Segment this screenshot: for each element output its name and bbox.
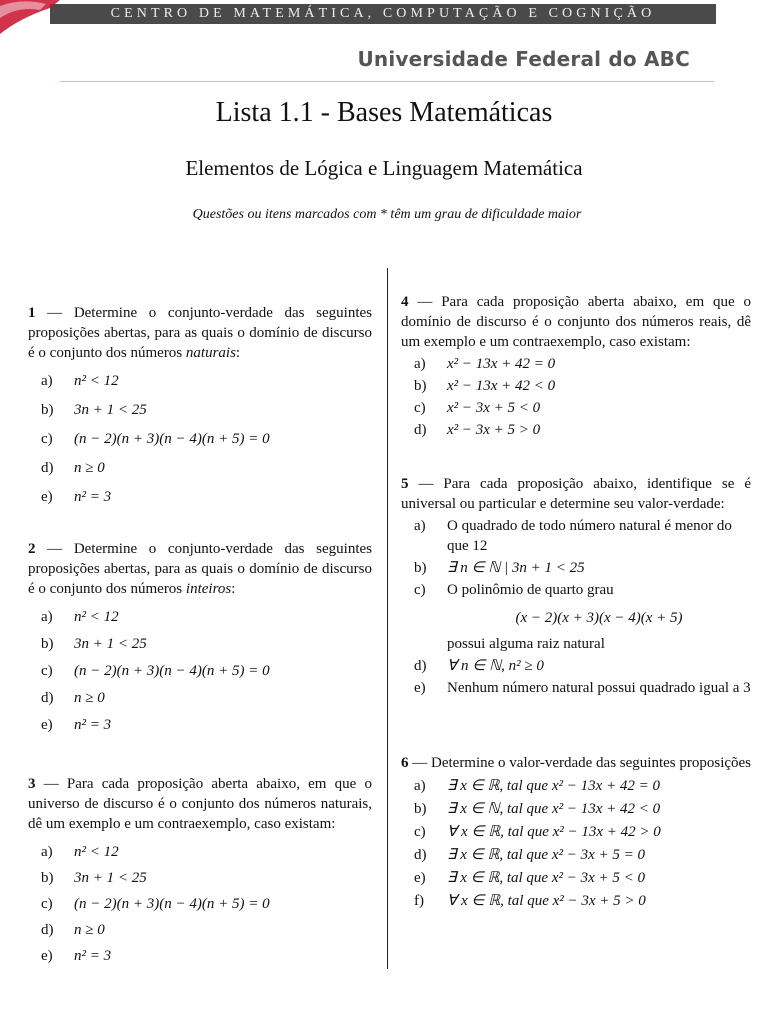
question-3-items [28,842,372,966]
question-number: 2 [28,541,36,557]
item-label: d) [414,422,427,438]
item-expression: n² < 12 [74,373,119,389]
institute-band: CENTRO DE MATEMÁTICA, COMPUTAÇÃO E COGNIÇÃO [50,4,716,24]
item-label: b) [414,801,427,817]
item-label: a) [41,844,53,860]
question-6-items [401,776,751,911]
item-label: c) [414,400,426,416]
question-2-items [28,607,372,735]
list-item [401,845,751,865]
item-expression: x² − 13x + 42 = 0 [447,356,556,372]
question-number: 3 [28,776,36,792]
list-item [28,607,372,627]
question-4-items [401,354,751,440]
question-number: 4 [401,294,409,310]
item-label: c) [41,431,53,447]
item-label: c) [41,896,53,912]
list-item [401,420,751,440]
list-item [28,458,372,478]
list-item [401,398,751,418]
item-label: b) [41,636,54,652]
item-expression: (n − 2)(n + 3)(n − 4)(n + 5) = 0 [74,663,270,679]
top-banner [0,0,768,28]
item-label: d) [414,847,427,863]
list-item [401,891,751,911]
item-label: a) [41,609,53,625]
list-item [401,776,751,796]
item-label: d) [41,690,54,706]
item-label: d) [41,922,54,938]
item-expression: x² − 3x + 5 > 0 [447,422,541,438]
item-expression: n² = 3 [74,948,112,964]
item-expression: ∀ x ∈ ℝ, tal que x² − 13x + 42 > 0 [447,824,661,840]
list-item: d) ∀ n ∈ ℕ, n² ≥ 0 [414,658,544,674]
item-expression: 3n + 1 < 25 [74,636,147,652]
item-expression: ∃ x ∈ ℕ, tal que x² − 13x + 42 < 0 [447,801,661,817]
list-item [401,354,751,374]
list-item: e) Nenhum número natural possui quadrado igual a 3 [414,680,751,696]
question-5-items [401,516,751,698]
item-expression: n ≥ 0 [74,922,105,938]
item-label: c) [414,824,426,840]
list-item: a) O quadrado de todo número natural é menor do que 12 [414,518,732,554]
list-item [28,487,372,507]
question-2-statement: 2 — Determine o conjunto-verdade das seguintes proposições abertas, para as quais o domínio de discurso é o conjunto dos números inteiros: [28,541,372,597]
header-divider [60,81,714,82]
list-item [401,822,751,842]
list-item [28,715,372,735]
item-expression: n² = 3 [74,489,112,505]
item-expression: n ≥ 0 [74,690,105,706]
item-expression: 3n + 1 < 25 [74,402,147,418]
list-item [28,371,372,391]
question-1-statement: 1 — Determine o conjunto-verdade das seguintes proposições abertas, para as quais o domínio de discurso é o conjunto dos números naturais: [28,305,372,361]
question-2 [28,539,372,735]
item-label: b) [41,870,54,886]
item-label: a) [41,373,53,389]
item-label: a) [414,778,426,794]
display-equation: (x − 2)(x + 3)(x − 4)(x + 5) [515,610,683,626]
page-title: Lista 1.1 - Bases Matemáticas [215,97,553,128]
item-label: d) [41,460,54,476]
question-5-statement: 5 — Para cada proposição abaixo, identifique se é universal ou particular e determine seu valor-verdade: [401,476,751,512]
item-label: b) [414,378,427,394]
item-label: c) [41,663,53,679]
list-item [401,868,751,888]
difficulty-note: Questões ou itens marcados com * têm um grau de dificuldade maior [192,207,582,222]
list-item [28,868,372,888]
list-item: c) O polinômio de quarto grau (x − 2)(x + 3)(x − 4)(x + 5) possui alguma raiz natural [401,580,751,654]
item-expression: 3n + 1 < 25 [74,870,147,886]
item-expression: n ≥ 0 [74,460,105,476]
item-expression: ∃ x ∈ ℝ, tal que x² − 3x + 5 = 0 [447,847,646,863]
list-item [28,920,372,940]
item-label: b) [41,402,54,418]
list-item [401,799,751,819]
question-number: 5 [401,476,409,492]
question-1 [28,303,372,507]
item-expression: x² − 13x + 42 < 0 [447,378,556,394]
column-divider [387,268,388,969]
item-label: f) [414,893,424,909]
question-6-statement: 6 — Determine o valor-verdade das seguintes proposições [401,755,752,771]
item-expression: ∃ x ∈ ℝ, tal que x² − 3x + 5 < 0 [447,870,646,886]
item-expression: (n − 2)(n + 3)(n − 4)(n + 5) = 0 [74,431,270,447]
item-expression: n² < 12 [74,609,119,625]
list-item [28,688,372,708]
university-logo-icon [0,0,60,34]
question-4-statement: 4 — Para cada proposição aberta abaixo, em que o domínio de discurso é o conjunto dos números reais, dê um exemplo e um contraexemplo, caso existam: [401,294,752,350]
item-label: e) [41,717,53,733]
question-number: 1 [28,305,36,321]
page-subtitle: Elementos de Lógica e Linguagem Matemática [185,156,583,180]
item-expression: ∃ x ∈ ℝ, tal que x² − 13x + 42 = 0 [447,778,661,794]
item-expression: ∀ x ∈ ℝ, tal que x² − 3x + 5 > 0 [447,893,646,909]
list-item [28,946,372,966]
list-item [28,400,372,420]
list-item: b) ∃ n ∈ ℕ | 3n + 1 < 25 [414,560,585,576]
question-3 [28,774,372,966]
item-expression: (n − 2)(n + 3)(n − 4)(n + 5) = 0 [74,896,270,912]
university-name: Universidade Federal do ABC [357,47,690,71]
list-item [28,842,372,862]
item-expression: n² < 12 [74,844,119,860]
question-5 [401,474,751,698]
item-label: e) [41,489,53,505]
list-item [28,429,372,449]
question-4 [401,292,751,440]
item-label: e) [414,870,426,886]
list-item [28,661,372,681]
list-item [28,634,372,654]
item-expression: n² = 3 [74,717,112,733]
question-6 [401,753,751,911]
list-item [401,376,751,396]
item-expression: x² − 3x + 5 < 0 [447,400,541,416]
item-label: a) [414,356,426,372]
item-label: e) [41,948,53,964]
question-1-items [28,371,372,507]
question-number: 6 [401,755,409,771]
question-3-statement: 3 — Para cada proposição aberta abaixo, em que o universo de discurso é o conjunto dos números naturais, dê um exemplo e um contraexemplo, caso existam: [28,776,373,832]
list-item [28,894,372,914]
